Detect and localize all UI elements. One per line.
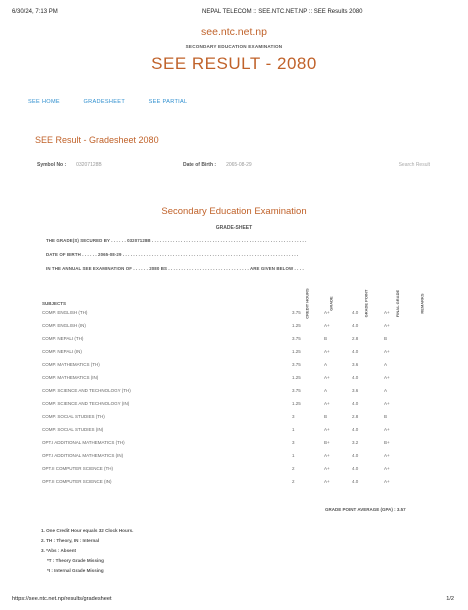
cell-credit-hours: 3 xyxy=(292,414,295,419)
secured-by-line: THE GRADE(S) SECURED BY . . . . . . 03207128B . . . . . . . . . . . . . . . . . . . . . . . . . . . . . . . . . . . . . . . . . . . . . . . . . . . . . . . . . . . xyxy=(46,238,307,243)
cell-credit-hours: 1.25 xyxy=(292,349,301,354)
search-result-link[interactable]: Search Result xyxy=(398,162,430,168)
exam-of-line: IN THE ANNUAL SEE EXAMINATION OF . . . . . . 2080 BS . . . . . . . . . . . . . . . . . . . . . . . . . . . . . . . ARE GIVEN BELOW . . . . xyxy=(46,266,304,271)
nav-see-home[interactable]: SEE HOME xyxy=(28,99,60,105)
cell-credit-hours: 1.25 xyxy=(292,375,301,380)
print-datetime: 6/30/24, 7:13 PM xyxy=(12,9,58,15)
header-grade: GRADE xyxy=(328,296,334,311)
cell-remarks xyxy=(412,397,432,410)
cell-credit-hours: 1.25 xyxy=(292,401,301,406)
table-row xyxy=(42,319,432,332)
cell-grade-point: 2.8 xyxy=(352,414,359,419)
page-title: SEE RESULT - 2080 xyxy=(151,54,317,73)
cell-credit-hours: 3.75 xyxy=(292,388,301,393)
cell-remarks xyxy=(412,358,432,371)
dob-value: 2065-08-29 xyxy=(226,162,252,168)
cell-grade-point: 3.6 xyxy=(352,388,359,393)
cell-subject: OPT.II COMPUTER SCIENCE (TH) xyxy=(42,466,114,471)
cell-remarks xyxy=(412,475,432,488)
cell-remarks xyxy=(412,345,432,358)
header-grade-point: GRADE POINT xyxy=(363,289,369,318)
notes xyxy=(41,528,133,578)
symbol-field xyxy=(37,162,102,168)
note-item: 2. TH : Theory, IN : Internal xyxy=(41,538,100,543)
table-row xyxy=(42,345,432,358)
cell-grade-point: 4.0 xyxy=(352,453,359,458)
cell-subject: COMP. SCIENCE AND TECHNOLOGY (TH) xyxy=(42,388,131,393)
cell-grade: B+ xyxy=(324,440,330,445)
cell-final-grade: A+ xyxy=(384,323,390,328)
table-row xyxy=(42,475,432,488)
cell-subject: OPT.I ADDITIONAL MATHEMATICS (TH) xyxy=(42,440,125,445)
cell-final-grade: A+ xyxy=(384,479,390,484)
student-meta xyxy=(37,162,430,170)
cell-grade-point: 4.0 xyxy=(352,375,359,380)
print-page-title: NEPAL TELECOM :: SEE.NTC.NET.NP :: SEE Results 2080 xyxy=(202,9,363,15)
grades-table xyxy=(42,282,432,488)
nav-gradesheet[interactable]: GRADESHEET xyxy=(83,99,126,105)
table-row xyxy=(42,306,432,319)
cell-grade-point: 4.0 xyxy=(352,310,359,315)
dob-line: DATE OF BIRTH . . . . . . 2065-08-29 . . . . . . . . . . . . . . . . . . . . . . . . . . . . . . . . . . . . . . . . . . . . . . . . . . . . . . . . . . . . . . . . . . . xyxy=(46,252,299,257)
table-row xyxy=(42,410,432,423)
cell-final-grade: B xyxy=(384,336,388,341)
table-row xyxy=(42,449,432,462)
dob-label: Date of Birth : xyxy=(183,162,217,168)
note-item: *I : Internal Grade Missing xyxy=(47,568,104,573)
table-row xyxy=(42,371,432,384)
cell-final-grade: A xyxy=(384,362,388,367)
gpa-summary: GRADE POINT AVERAGE (GPA) : 3.57 xyxy=(325,507,406,512)
cell-grade-point: 4.0 xyxy=(352,323,359,328)
main-nav xyxy=(28,99,209,105)
cell-subject: COMP. MATHEMATICS (TH) xyxy=(42,362,100,367)
cell-grade: B xyxy=(324,336,328,341)
footer-page-number: 1/2 xyxy=(446,596,454,602)
cell-remarks xyxy=(412,462,432,475)
section-title: SEE Result - Gradesheet 2080 xyxy=(35,135,159,145)
cell-subject: COMP. ENGLISH (TH) xyxy=(42,310,88,315)
cell-final-grade: A+ xyxy=(384,401,390,406)
table-row xyxy=(42,423,432,436)
cell-grade: A+ xyxy=(324,349,330,354)
cell-grade: A xyxy=(324,388,328,393)
cell-remarks xyxy=(412,332,432,345)
cell-remarks xyxy=(412,449,432,462)
cell-remarks xyxy=(412,423,432,436)
cell-credit-hours: 2 xyxy=(292,466,295,471)
note-item: 3. *Abs : Absent xyxy=(41,548,77,553)
table-row xyxy=(42,462,432,475)
cell-grade: B xyxy=(324,414,328,419)
cell-subject: COMP. SCIENCE AND TECHNOLOGY (IN) xyxy=(42,401,130,406)
cell-grade: A xyxy=(324,362,328,367)
table-header-row xyxy=(42,282,432,306)
cell-credit-hours: 3.75 xyxy=(292,362,301,367)
footer-url: https://see.ntc.net.np/results/gradesheet xyxy=(12,596,112,602)
cell-final-grade: A+ xyxy=(384,349,390,354)
note-item: *T : Theory Grade Missing xyxy=(47,558,104,563)
table-row xyxy=(42,358,432,371)
table-row xyxy=(42,332,432,345)
cell-remarks xyxy=(412,410,432,423)
exam-title: Secondary Education Examination xyxy=(161,206,307,217)
cell-subject: OPT.I ADDITIONAL MATHEMATICS (IN) xyxy=(42,453,124,458)
header-final-grade: FINAL GRADE xyxy=(395,289,401,318)
cell-subject: COMP. SOCIAL STUDIES (IN) xyxy=(42,427,104,432)
cell-grade-point: 4.0 xyxy=(352,479,359,484)
cell-remarks xyxy=(412,436,432,449)
table-row xyxy=(42,436,432,449)
cell-grade-point: 4.0 xyxy=(352,427,359,432)
cell-remarks xyxy=(412,384,432,397)
cell-final-grade: A xyxy=(384,388,388,393)
header-remarks: REMARKS xyxy=(419,293,425,314)
table-row xyxy=(42,397,432,410)
nav-see-partial[interactable]: SEE PARTIAL xyxy=(148,99,188,105)
cell-subject: COMP. MATHEMATICS (IN) xyxy=(42,375,99,380)
cell-credit-hours: 2 xyxy=(292,479,295,484)
cell-grade: A+ xyxy=(324,401,330,406)
cell-grade: A+ xyxy=(324,375,330,380)
site-name[interactable]: see.ntc.net.np xyxy=(201,26,267,38)
symbol-value: 03207128B xyxy=(76,162,102,168)
cell-subject: COMP. SOCIAL STUDIES (TH) xyxy=(42,414,105,419)
header-credit-hours: CREDIT HOURS xyxy=(304,288,310,319)
cell-final-grade: A+ xyxy=(384,427,390,432)
cell-grade-point: 4.0 xyxy=(352,349,359,354)
cell-grade: A+ xyxy=(324,323,330,328)
cell-grade-point: 4.0 xyxy=(352,466,359,471)
cell-final-grade: B+ xyxy=(384,440,390,445)
cell-credit-hours: 1 xyxy=(292,453,295,458)
cell-grade: A+ xyxy=(324,427,330,432)
cell-remarks xyxy=(412,371,432,384)
cell-remarks xyxy=(412,319,432,332)
cell-subject: COMP. NEPALI (TH) xyxy=(42,336,84,341)
print-header xyxy=(12,9,456,21)
cell-grade: A+ xyxy=(324,466,330,471)
site-subtitle: SECONDARY EDUCATION EXAMINATION xyxy=(185,44,283,49)
cell-grade-point: 2.8 xyxy=(352,336,359,341)
cell-credit-hours: 3.75 xyxy=(292,336,301,341)
cell-credit-hours: 3.75 xyxy=(292,310,301,315)
cell-final-grade: A+ xyxy=(384,466,390,471)
cell-grade-point: 3.6 xyxy=(352,362,359,367)
cell-credit-hours: 3 xyxy=(292,440,295,445)
cell-subject: OPT.II COMPUTER SCIENCE (IN) xyxy=(42,479,112,484)
dob-field xyxy=(183,162,252,168)
cell-subject: COMP. NEPALI (IN) xyxy=(42,349,82,354)
cell-credit-hours: 1.25 xyxy=(292,323,301,328)
table-row xyxy=(42,384,432,397)
grade-sheet-heading: GRADE-SHEET xyxy=(215,225,253,231)
cell-grade: A+ xyxy=(324,479,330,484)
cell-credit-hours: 1 xyxy=(292,427,295,432)
header-subjects: SUBJECTS xyxy=(42,301,67,306)
cell-grade-point: 4.0 xyxy=(352,401,359,406)
cell-grade-point: 3.2 xyxy=(352,440,359,445)
symbol-label: Symbol No : xyxy=(37,162,67,168)
cell-grade: A+ xyxy=(324,453,330,458)
cell-final-grade: B xyxy=(384,414,388,419)
cell-final-grade: A+ xyxy=(384,310,390,315)
cell-final-grade: A+ xyxy=(384,375,390,380)
cell-grade: A+ xyxy=(324,310,330,315)
note-item: 1. One Credit Hour equals 32 Clock Hours. xyxy=(41,528,134,533)
cell-subject: COMP. ENGLISH (IN) xyxy=(42,323,86,328)
cell-final-grade: A+ xyxy=(384,453,390,458)
